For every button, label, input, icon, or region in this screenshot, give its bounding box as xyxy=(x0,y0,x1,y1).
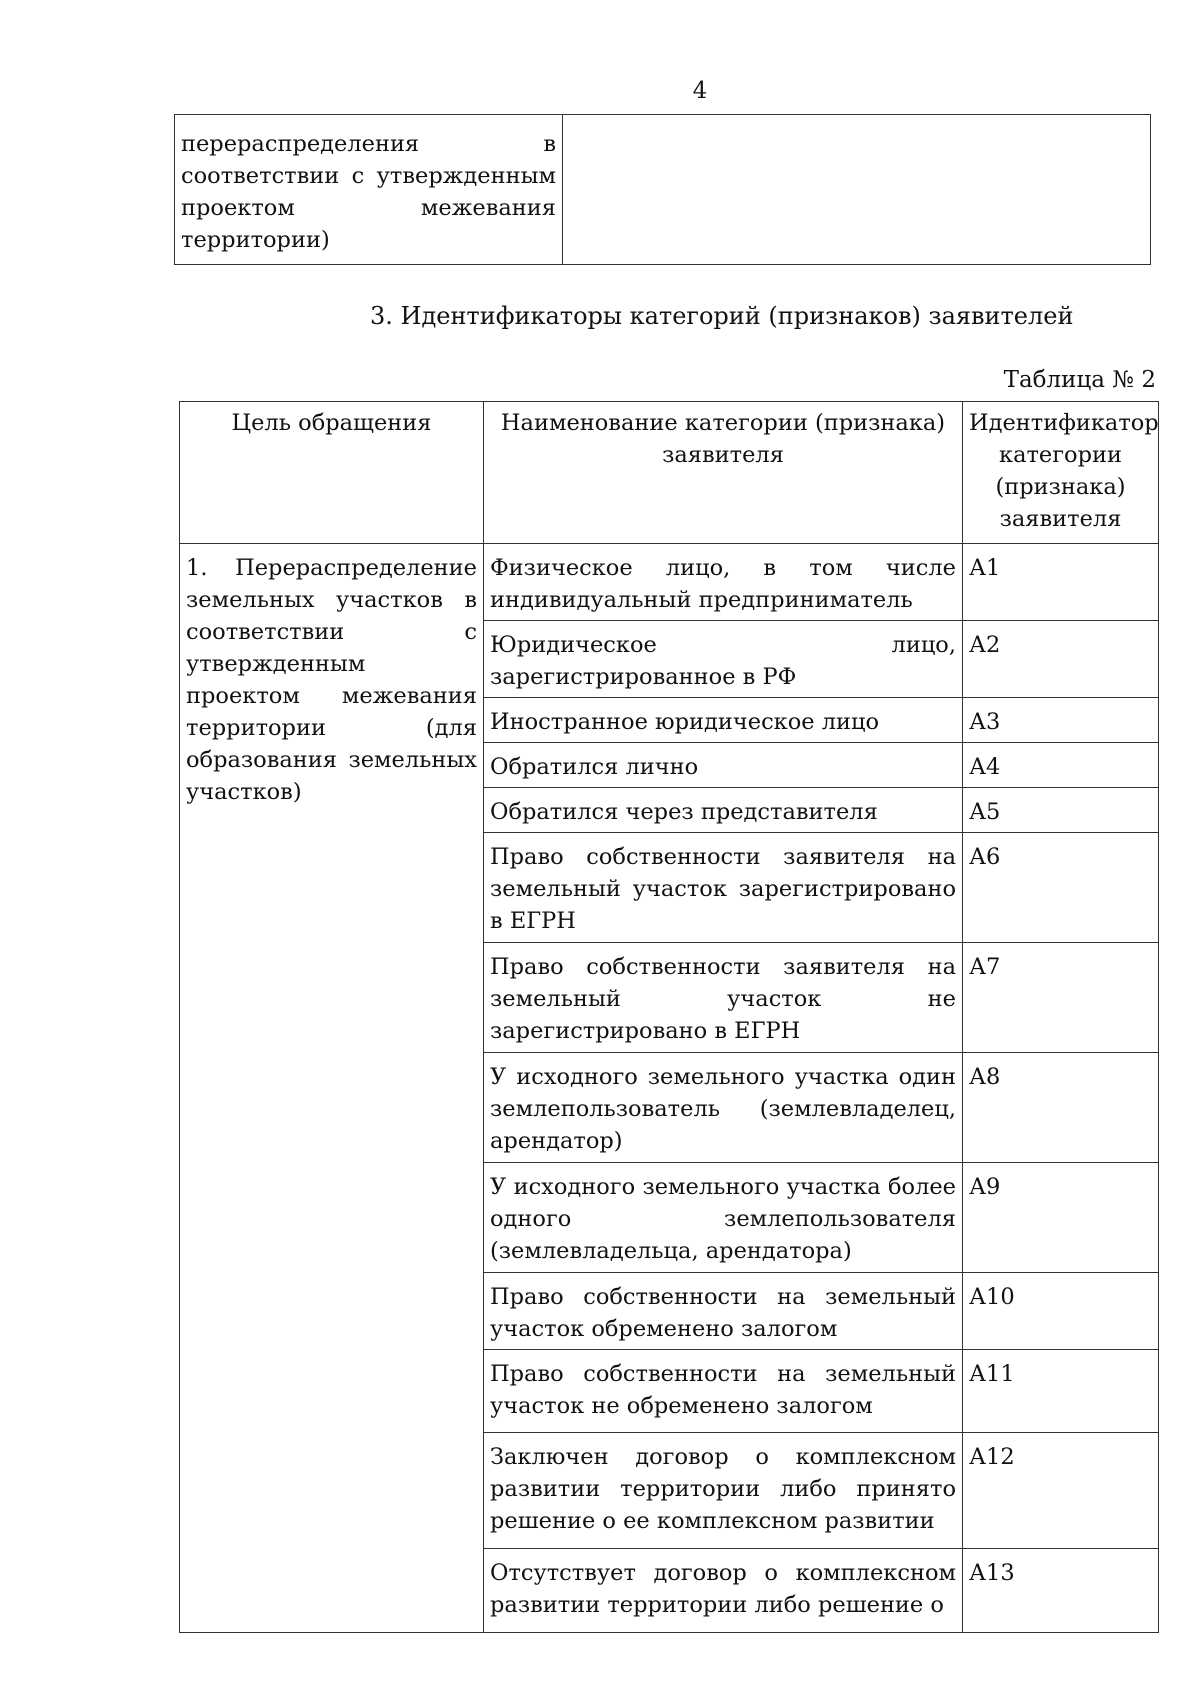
page-number: 4 xyxy=(692,78,708,104)
category-cell: Право собственности заявителя на земельный участок зарегистрировано в ЕГРН xyxy=(484,833,963,943)
identifier-cell: А7 xyxy=(963,943,1159,1053)
identifier-cell: А13 xyxy=(963,1549,1159,1633)
identifier-cell: А6 xyxy=(963,833,1159,943)
continuation-cell-left: перераспределения в соответствии с утвержденным проектом межевания территории) xyxy=(175,115,563,265)
identifier-cell: А1 xyxy=(963,544,1159,621)
identifier-cell: А4 xyxy=(963,743,1159,788)
identifier-cell: А12 xyxy=(963,1433,1159,1549)
category-cell: У исходного земельного участка более одного землепользователя (землевладельца, арендатора) xyxy=(484,1163,963,1273)
category-cell: Обратился лично xyxy=(484,743,963,788)
table-row xyxy=(180,544,1159,621)
identifier-cell: А5 xyxy=(963,788,1159,833)
goal-cell: 1. Перераспределение земельных участков в соответствии с утвержденным проектом межевания территории (для образования земельных участков) xyxy=(180,544,484,1633)
category-cell: Отсутствует договор о комплексном развитии территории либо решение о xyxy=(484,1549,963,1633)
category-cell: Юридическое лицо, зарегистрированное в РФ xyxy=(484,621,963,698)
continuation-table xyxy=(174,114,1151,265)
category-cell: Право собственности на земельный участок обременено залогом xyxy=(484,1273,963,1350)
table-row xyxy=(175,115,1151,265)
identifier-cell: А2 xyxy=(963,621,1159,698)
table-caption: Таблица № 2 xyxy=(1003,367,1156,393)
section-heading: 3. Идентификаторы категорий (признаков) заявителей xyxy=(370,302,1074,330)
identifier-cell: А11 xyxy=(963,1350,1159,1433)
header-identifier: Идентификатор категории (признака) заявителя xyxy=(963,402,1159,544)
category-cell: Заключен договор о комплексном развитии территории либо принято решение о ее комплексном развитии xyxy=(484,1433,963,1549)
header-category: Наименование категории (признака) заявителя xyxy=(484,402,963,544)
continuation-cell-right xyxy=(563,115,1151,265)
identifier-cell: А10 xyxy=(963,1273,1159,1350)
applicant-categories-table xyxy=(179,401,1159,1633)
identifier-cell: А8 xyxy=(963,1053,1159,1163)
category-cell: Обратился через представителя xyxy=(484,788,963,833)
identifier-cell: А9 xyxy=(963,1163,1159,1273)
category-cell: Иностранное юридическое лицо xyxy=(484,698,963,743)
category-cell: Право собственности заявителя на земельный участок не зарегистрировано в ЕГРН xyxy=(484,943,963,1053)
category-cell: Физическое лицо, в том числе индивидуальный предприниматель xyxy=(484,544,963,621)
identifier-cell: А3 xyxy=(963,698,1159,743)
header-goal: Цель обращения xyxy=(180,402,484,544)
category-cell: Право собственности на земельный участок не обременено залогом xyxy=(484,1350,963,1433)
table-header-row xyxy=(180,402,1159,544)
category-cell: У исходного земельного участка один землепользователь (землевладелец, арендатор) xyxy=(484,1053,963,1163)
